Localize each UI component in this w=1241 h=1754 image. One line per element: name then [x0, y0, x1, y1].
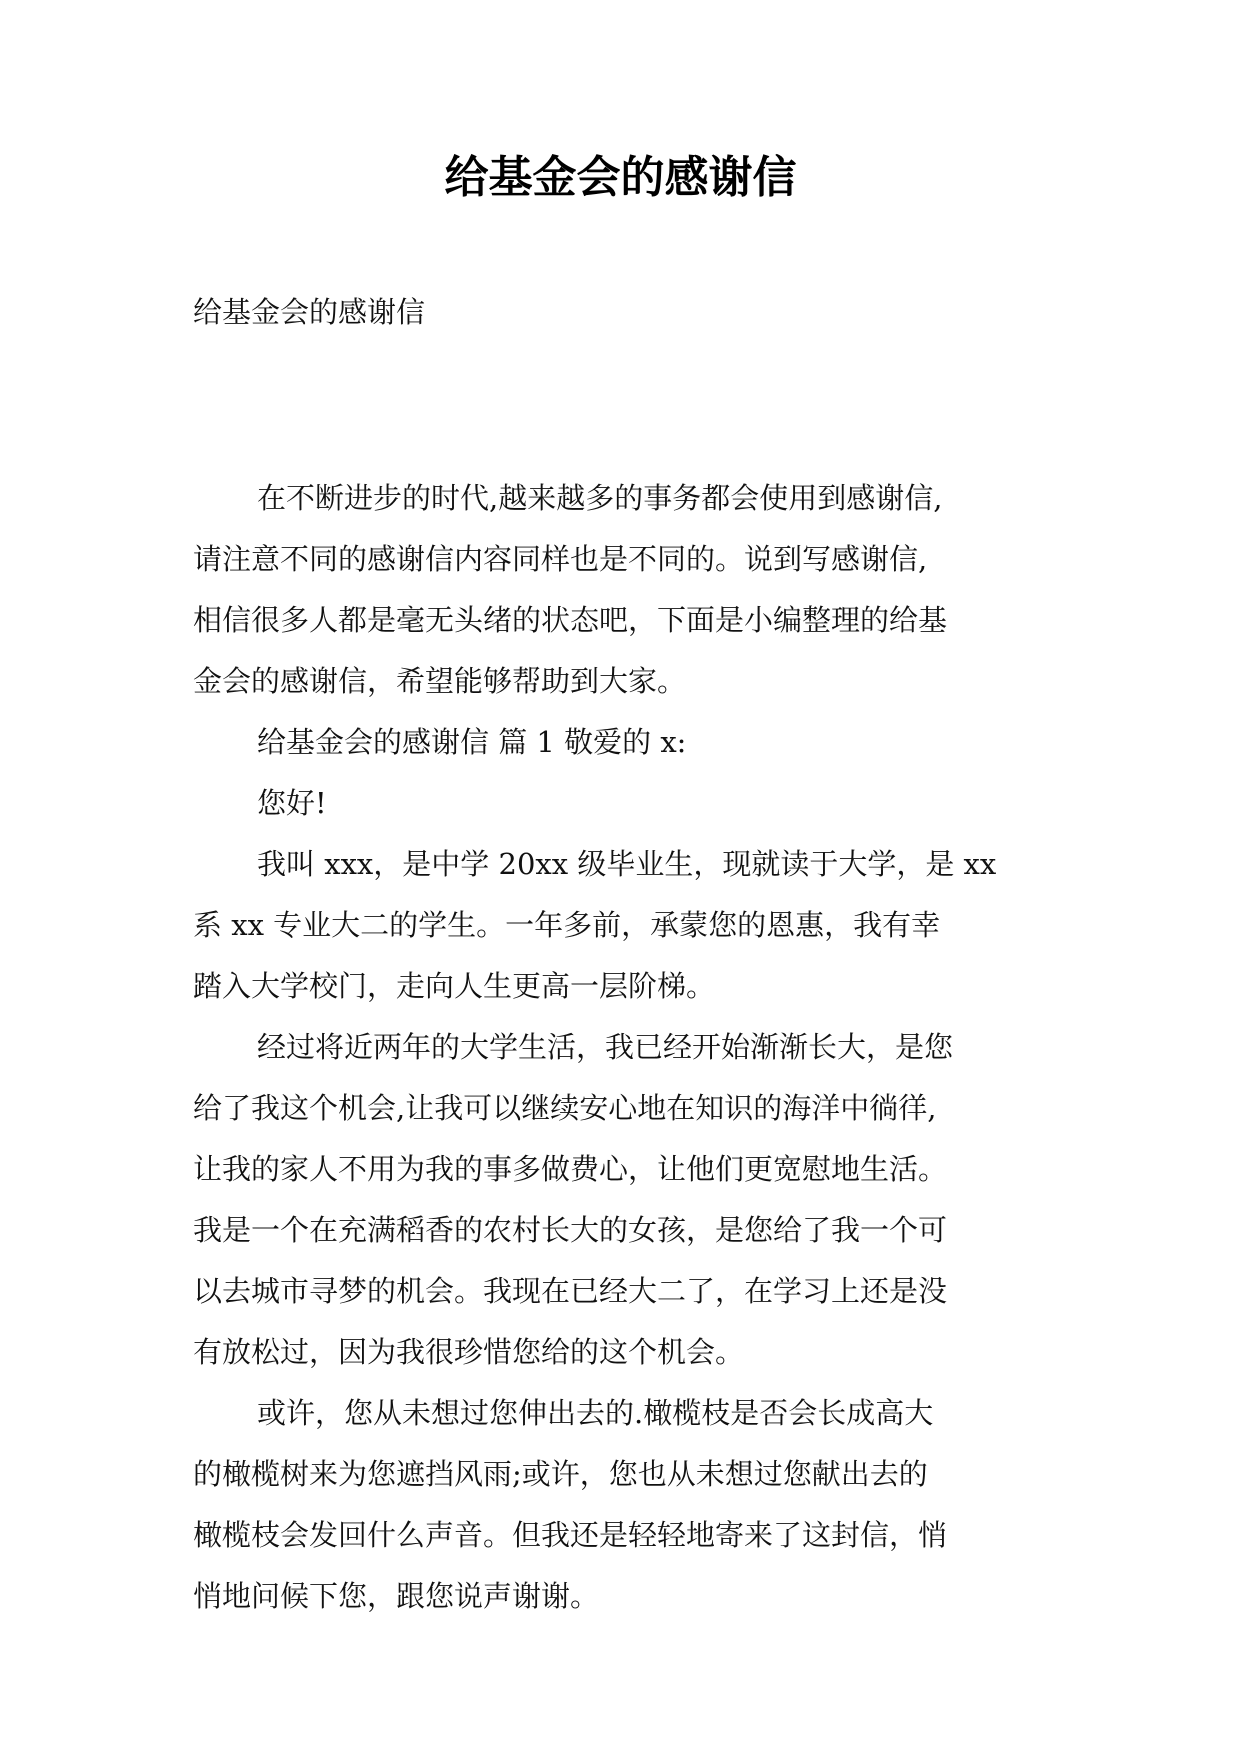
paragraph-gratitude	[193, 1383, 1073, 1627]
paragraph-intro	[193, 468, 1073, 712]
text-line: 我叫 xxx，是中学 20xx 级毕业生，现就读于大学，是 xx	[257, 847, 997, 881]
text-line: 有放松过，因为我很珍惜您给的这个机会。	[193, 1335, 745, 1369]
text-line: 或许，您从未想过您伸出去的.橄榄枝是否会长成高大	[257, 1396, 934, 1430]
text-line: 的橄榄树来为您遮挡风雨;或许，您也从未想过您献出去的	[193, 1457, 928, 1491]
paragraph-heading	[193, 712, 1073, 773]
text-line: 以去城市寻梦的机会。我现在已经大二了，在学习上还是没	[193, 1274, 948, 1308]
text-line: 悄地问候下您，跟您说声谢谢。	[193, 1579, 600, 1613]
paragraph-university-life	[193, 1017, 1073, 1383]
paragraph-greeting	[193, 773, 1073, 834]
text-line: 在不断进步的时代,越来越多的事务都会使用到感谢信,	[257, 481, 943, 515]
text-line: 经过将近两年的大学生活，我已经开始渐渐长大，是您	[257, 1030, 954, 1064]
page-title: 给基金会的感谢信	[444, 152, 797, 203]
text-line: 给基金会的感谢信 篇 1 敬爱的 x:	[257, 725, 687, 759]
text-line: 给了我这个机会,让我可以继续安心地在知识的海洋中徜徉,	[193, 1091, 937, 1125]
paragraph-introduction	[193, 834, 1073, 1017]
text-line: 踏入大学校门，走向人生更高一层阶梯。	[193, 969, 716, 1003]
text-line: 系 xx 专业大二的学生。一年多前，承蒙您的恩惠，我有幸	[193, 908, 941, 942]
letter-body	[193, 468, 1073, 1627]
text-line: 金会的感谢信，希望能够帮助到大家。	[193, 664, 687, 698]
text-line: 请注意不同的感谢信内容同样也是不同的。说到写感谢信,	[193, 542, 928, 576]
text-line: 您好!	[257, 786, 327, 820]
document-subtitle: 给基金会的感谢信	[193, 295, 426, 329]
text-line: 让我的家人不用为我的事多做费心，让他们更宽慰地生活。	[193, 1152, 948, 1186]
text-line: 橄榄枝会发回什么声音。但我还是轻轻地寄来了这封信，悄	[193, 1518, 948, 1552]
text-line: 相信很多人都是毫无头绪的状态吧，下面是小编整理的给基	[193, 603, 948, 637]
text-line: 我是一个在充满稻香的农村长大的女孩，是您给了我一个可	[193, 1213, 948, 1247]
